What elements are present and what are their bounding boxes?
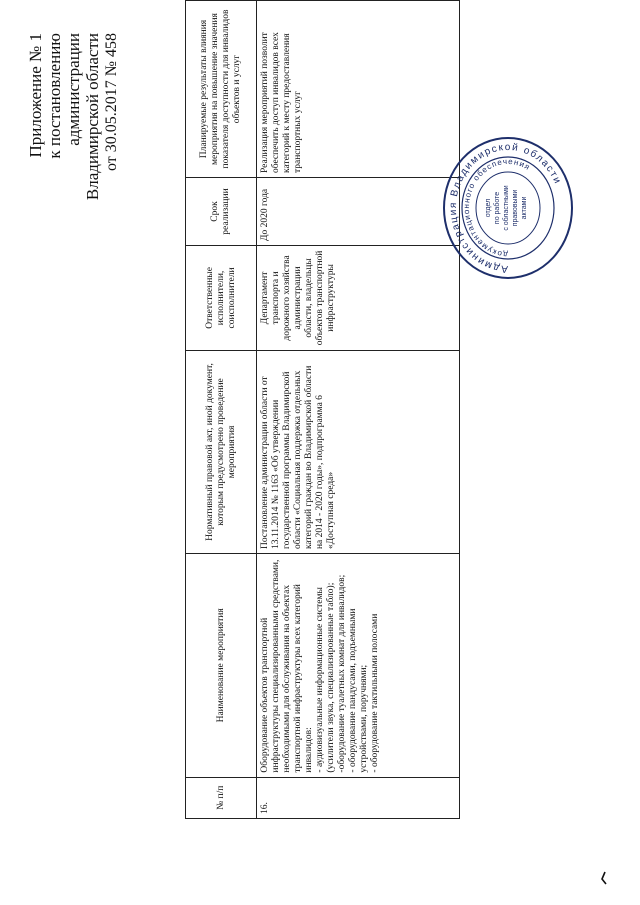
appendix-line-administration: администрации (64, 33, 83, 146)
stamp-center-line: отдел (485, 198, 492, 218)
table-header-row (186, 1, 257, 819)
col-header-number: № п/п (186, 777, 257, 818)
col-header-results: Планируемые результаты влияния мероприятия на повышение значения показателя доступности для инвалидов объектов и услуг (186, 1, 257, 178)
col-header-measure-name: Наименование мероприятия (186, 554, 257, 778)
appendix-line-resolution: к постановлению (45, 33, 64, 159)
stamp-center-line: с областными (503, 185, 510, 231)
official-stamp (438, 133, 578, 283)
appendix-line-region: Владимирской области (83, 33, 102, 201)
col-header-legal-act: Нормативный правовой акт, иной документ, которым предусмотрено проведение мероприятия (186, 350, 257, 553)
stamp-ring-text-inner: документационного обеспечения (461, 156, 533, 260)
stamp-center-line: актами (521, 196, 528, 220)
measures-table (185, 0, 460, 819)
cell-responsible: Департамент транспорта и дорожного хозяйства администрации области, владельцы объектов транспортной инфраструктуры (257, 246, 460, 351)
cell-results: Реализация мероприятий позволит обеспечить доступ инвалидов всех категорий к месту предоставления транспортных услуг (257, 1, 460, 178)
stamp-center-text (485, 185, 528, 230)
cell-number: 16. (257, 777, 460, 818)
stamp-center-line: правовыми (512, 189, 519, 227)
cell-legal-act: Постановление администрации области от 13.11.2014 № 1163 «Об утверждении государственной программы Владимирской области «Социальная поддержка отдельных категорий граждан во Владимирской области на 2014 - 2020 годы», подпрограмма 6 «Доступная среда» (257, 350, 460, 553)
col-header-term: Срок реализации (186, 178, 257, 246)
appendix-header (26, 33, 121, 265)
stamp-ring-text: Администрация Владимирской области (447, 141, 564, 275)
signature-mark-icon (600, 871, 608, 885)
appendix-date-number: от 30.05.2017 № 458 (103, 33, 120, 172)
appendix-title: Приложение № 1 (26, 33, 45, 158)
cell-measure-name: Оборудование объектов транспортной инфраструктуры специализированными средствами, необходимыми для обслуживания на объектах транспортной инфраструктуры всех категорий инвалидов: - аудиовизуальные информационные системы (усилители звука, специализированные табло); -оборудование туалетных комнат для инвалидов; - оборудование пандусами, подъемными устройствами, поручнями; - оборудование тактильными полосами (257, 554, 460, 778)
table-row (257, 1, 460, 819)
stamp-seal-icon (438, 133, 578, 283)
col-header-responsible: Ответственные исполнители, соисполнители (186, 246, 257, 351)
cell-term: До 2020 года (257, 178, 460, 246)
stamp-center-line: по работе (494, 191, 501, 225)
